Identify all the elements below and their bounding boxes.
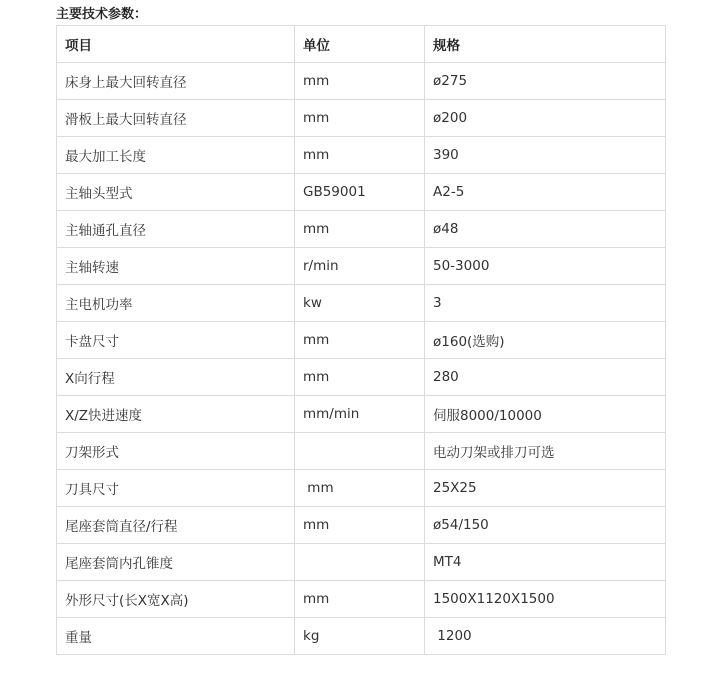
cell-item: X向行程: [57, 359, 295, 396]
cell-item: 床身上最大回转直径: [57, 63, 295, 100]
cell-item: 刀具尺寸: [57, 470, 295, 507]
table-row: [57, 174, 666, 211]
cell-item: 尾座套筒内孔锥度: [57, 544, 295, 581]
cell-item: 滑板上最大回转直径: [57, 100, 295, 137]
cell-unit: mm: [295, 211, 425, 248]
table-row: [57, 581, 666, 618]
table-row: [57, 322, 666, 359]
cell-spec: ø160(选购): [425, 322, 666, 359]
cell-unit: mm: [295, 100, 425, 137]
cell-spec: 390: [425, 137, 666, 174]
cell-item: 最大加工长度: [57, 137, 295, 174]
cell-item: 刀架形式: [57, 433, 295, 470]
cell-spec: 25X25: [425, 470, 666, 507]
cell-spec: 1500X1120X1500: [425, 581, 666, 618]
cell-spec: 50-3000: [425, 248, 666, 285]
cell-spec: 280: [425, 359, 666, 396]
table-header-row: [57, 26, 666, 63]
header-item: 项目: [57, 26, 295, 63]
table-row: [57, 396, 666, 433]
cell-item: 重量: [57, 618, 295, 655]
header-unit: 单位: [295, 26, 425, 63]
cell-spec: 1200: [425, 618, 666, 655]
table-row: [57, 544, 666, 581]
cell-spec: MT4: [425, 544, 666, 581]
cell-unit: mm: [295, 507, 425, 544]
cell-item: 主轴转速: [57, 248, 295, 285]
table-row: [57, 100, 666, 137]
cell-spec: 伺服8000/10000: [425, 396, 666, 433]
cell-spec: ø275: [425, 63, 666, 100]
table-row: [57, 211, 666, 248]
cell-unit: mm: [295, 470, 425, 507]
cell-unit: r/min: [295, 248, 425, 285]
cell-item: 尾座套筒直径/行程: [57, 507, 295, 544]
cell-spec: A2-5: [425, 174, 666, 211]
cell-unit: kw: [295, 285, 425, 322]
header-spec: 规格: [425, 26, 666, 63]
cell-item: X/Z快进速度: [57, 396, 295, 433]
cell-item: 外形尺寸(长X宽X高): [57, 581, 295, 618]
cell-unit: mm: [295, 581, 425, 618]
cell-spec: ø48: [425, 211, 666, 248]
table-row: [57, 248, 666, 285]
cell-unit: mm/min: [295, 396, 425, 433]
section-title: 主要技术参数：: [56, 7, 148, 22]
table-row: [57, 507, 666, 544]
table-row: [57, 470, 666, 507]
table-row: [57, 359, 666, 396]
cell-unit: mm: [295, 137, 425, 174]
cell-unit: GB59001: [295, 174, 425, 211]
cell-spec: 3: [425, 285, 666, 322]
cell-item: 主轴通孔直径: [57, 211, 295, 248]
cell-unit: mm: [295, 63, 425, 100]
cell-unit: mm: [295, 359, 425, 396]
cell-spec: ø200: [425, 100, 666, 137]
table-row: [57, 618, 666, 655]
table-row: [57, 285, 666, 322]
table-row: [57, 433, 666, 470]
cell-spec: ø54/150: [425, 507, 666, 544]
cell-item: 主电机功率: [57, 285, 295, 322]
cell-spec: 电动刀架或排刀可选: [425, 433, 666, 470]
cell-item: 主轴头型式: [57, 174, 295, 211]
cell-unit: kg: [295, 618, 425, 655]
spec-table: [56, 25, 666, 655]
cell-unit: [295, 544, 425, 581]
table-row: [57, 137, 666, 174]
table-row: [57, 63, 666, 100]
cell-unit: mm: [295, 322, 425, 359]
cell-unit: [295, 433, 425, 470]
cell-item: 卡盘尺寸: [57, 322, 295, 359]
